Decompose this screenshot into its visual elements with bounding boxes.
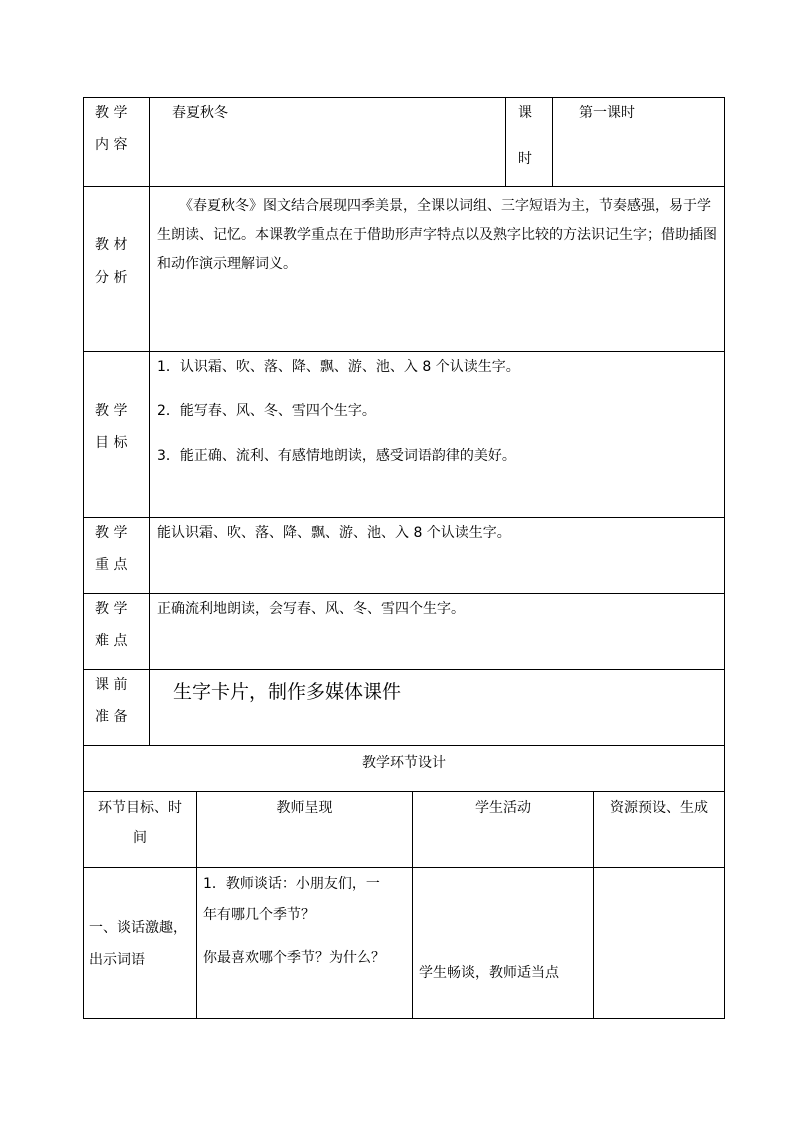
content-label-line2: 内 容 [95, 137, 128, 153]
teacher-line1: 1．教师谈话：小朋友们，一 [203, 876, 380, 892]
goals-label-line1: 教 学 [95, 403, 128, 419]
teacher-line3: 你最喜欢哪个季节？为什么？ [203, 950, 385, 966]
prep-label-line1: 课 前 [95, 677, 128, 693]
goal-item-2: 2．能写春、风、冬、雪四个生字。 [157, 403, 376, 419]
period-value: 第一课时 [579, 105, 635, 121]
key-text: 能认识霜、吹、落、降、飘、游、池、入 8 个认读生字。 [157, 525, 511, 541]
difficulty-label-line2: 难 点 [95, 633, 128, 649]
key-label-line1: 教 学 [95, 525, 128, 541]
prep-text: 生字卡片，制作多媒体课件 [173, 681, 402, 703]
difficulty-text: 正确流利地朗读，会写春、风、冬、雪四个生字。 [157, 601, 465, 617]
analysis-label-line2: 分 析 [95, 270, 128, 286]
period-label-line2: 时 [518, 151, 532, 167]
col-resource-header: 资源预设、生成 [610, 800, 708, 816]
design-title: 教学环节设计 [362, 755, 446, 771]
goal-item-3: 3．能正确、流利、有感情地朗读，感受词语韵律的美好。 [157, 448, 516, 464]
prep-label-line2: 准 备 [95, 709, 128, 725]
col-stage-header-line1: 环节目标、时 [98, 800, 182, 816]
key-label-line2: 重 点 [95, 557, 128, 573]
col-stage-header-line2: 间 [133, 830, 147, 846]
analysis-label-line1: 教 材 [95, 237, 128, 253]
teacher-line2: 年有哪几个季节？ [203, 907, 315, 923]
student-cell [412, 867, 594, 1019]
content-label-line1: 教 学 [95, 105, 128, 121]
stage-line2: 出示词语 [89, 952, 145, 968]
resource-cell [593, 867, 725, 1019]
stage-cell [83, 867, 197, 1019]
col-teacher-header: 教师呈现 [276, 800, 333, 816]
goals-label-line2: 目 标 [95, 435, 128, 451]
stage-line1: 一、谈话激趣， [89, 920, 187, 936]
analysis-text: 《春夏秋冬》图文结合展现四季美景，全课以词组、三字短语为主，节奏感强，易于学生朗读、记忆。本课教学重点在于借助形声字特点以及熟字比较的方法识记生字；借助插图和动作演示理解词义。 [157, 198, 717, 272]
period-label-line1: 课 [518, 105, 532, 121]
student-text: 学生畅谈，教师适当点 [419, 965, 559, 981]
col-student-header: 学生活动 [475, 800, 531, 816]
period-value-cell [552, 97, 725, 187]
content-value: 春夏秋冬 [172, 105, 228, 121]
goal-item-1: 1．认识霜、吹、落、降、飘、游、池、入 8 个认读生字。 [157, 359, 520, 375]
difficulty-label-line1: 教 学 [95, 601, 128, 617]
